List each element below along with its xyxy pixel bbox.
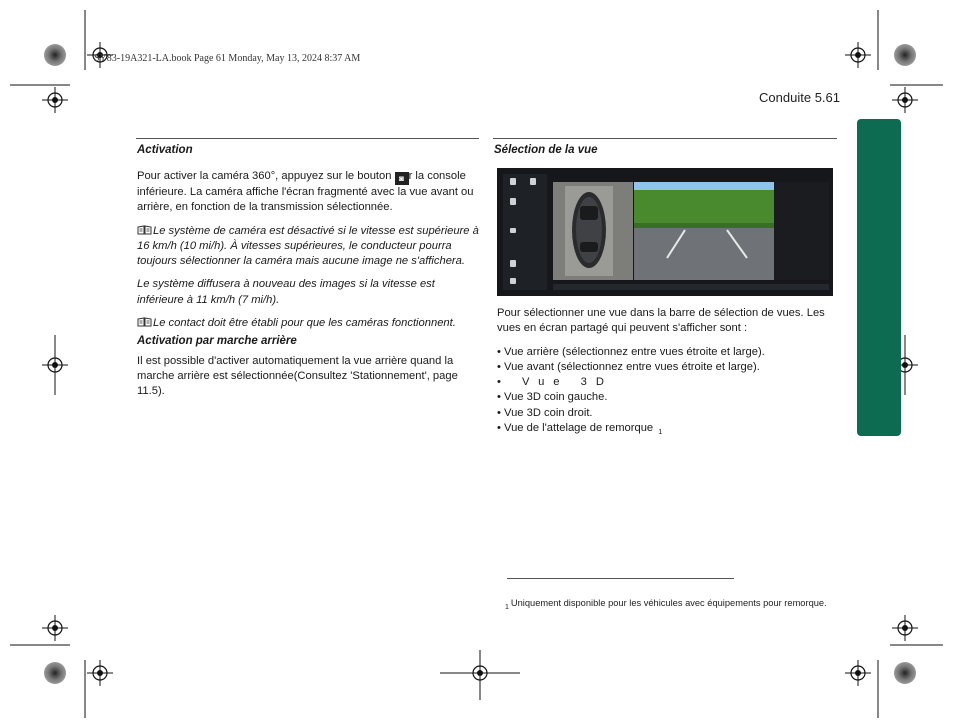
footnote: $^1$ Uniquement disponible pour les véhicules avec équipements pour remorque. (505, 598, 827, 611)
book-note-icon (137, 225, 152, 235)
footnote-marker: 1 (658, 427, 663, 437)
reverse-activation-title: Activation par marche arrière (137, 335, 297, 348)
crop-mark-icon (42, 615, 68, 641)
crop-mark-icon (845, 660, 871, 686)
view-selection-title: Sélection de la vue (494, 144, 598, 156)
list-item: • Vue 3D coin droit. (497, 406, 593, 419)
section-rule (493, 138, 837, 139)
crop-mark-icon (87, 660, 113, 686)
reverse-paragraph: Il est possible d'activer automatiquement la vue arrière quand la marche arrière est sélectionnée(Consultez 'Stationnement', page 11.5). (137, 354, 458, 398)
footnote-rule (507, 578, 734, 579)
book-note-icon (137, 317, 152, 327)
note-speed-on: Le système diffusera à nouveau des images si la vitesse est inférieure à 11 km/h (7 mi/h). (137, 278, 435, 306)
registration-target-icon (894, 662, 916, 684)
registration-target-icon (894, 44, 916, 66)
activation-title: Activation (137, 144, 193, 156)
list-item: • Vue 3D coin gauche. (497, 391, 608, 404)
view-list (497, 345, 837, 440)
list-item: • Vue arrière (sélectionnez entre vues étroite et large). (497, 345, 765, 358)
crop-mark-icon (845, 42, 871, 68)
list-item: • Vue 3D (497, 376, 613, 389)
camera-button-icon: ◙ (395, 172, 409, 185)
left-column-header (137, 144, 193, 156)
registration-target-icon (44, 44, 66, 66)
note-ignition: Le contact doit être établi pour que les caméras fonctionnent. (137, 316, 480, 331)
print-slug: SY83-19A321-LA.book Page 61 Monday, May 13, 2024 8:37 AM (94, 53, 361, 64)
activation-paragraph: Pour activer la caméra 360°, appuyez sur le bouton ◙ r la console inférieure. La caméra affiche l'écran fragmenté avec la vue avant ou arrière, en fonction de la transmission sélectionnée. (137, 170, 474, 214)
right-column (497, 306, 837, 439)
note-speed-off: Le système de caméra est désactivé si le vitesse est supérieure à 16 km/h (10 mi/h). À vitesses supérieures, le conducteur pourra toujours sélectionner la caméra mais aucune image ne s'affichera. (137, 224, 479, 268)
section-rule (136, 138, 479, 139)
crop-mark-icon (892, 87, 918, 113)
camera-screen-illustration (497, 168, 833, 296)
list-item: • Vue avant (sélectionnez entre vues étroite et large). (497, 360, 760, 373)
left-column (137, 169, 480, 400)
camera-screen-graphic (497, 168, 833, 296)
view-intro-paragraph: Pour sélectionner une vue dans la barre de sélection de vues. Les vues en écran partagé qui peuvent s'afficher sont : (497, 307, 825, 335)
page-header: Conduite 5.61 (759, 90, 840, 105)
registration-target-icon (44, 662, 66, 684)
list-item: • Vue de l'attelage de remorque $^1$ (497, 422, 663, 437)
footnote-number: 1 (505, 604, 509, 611)
chapter-tab (857, 119, 901, 436)
crop-mark-icon (892, 615, 918, 641)
car-icon (572, 192, 606, 268)
right-column-header (494, 144, 598, 156)
crop-mark-icon (42, 87, 68, 113)
